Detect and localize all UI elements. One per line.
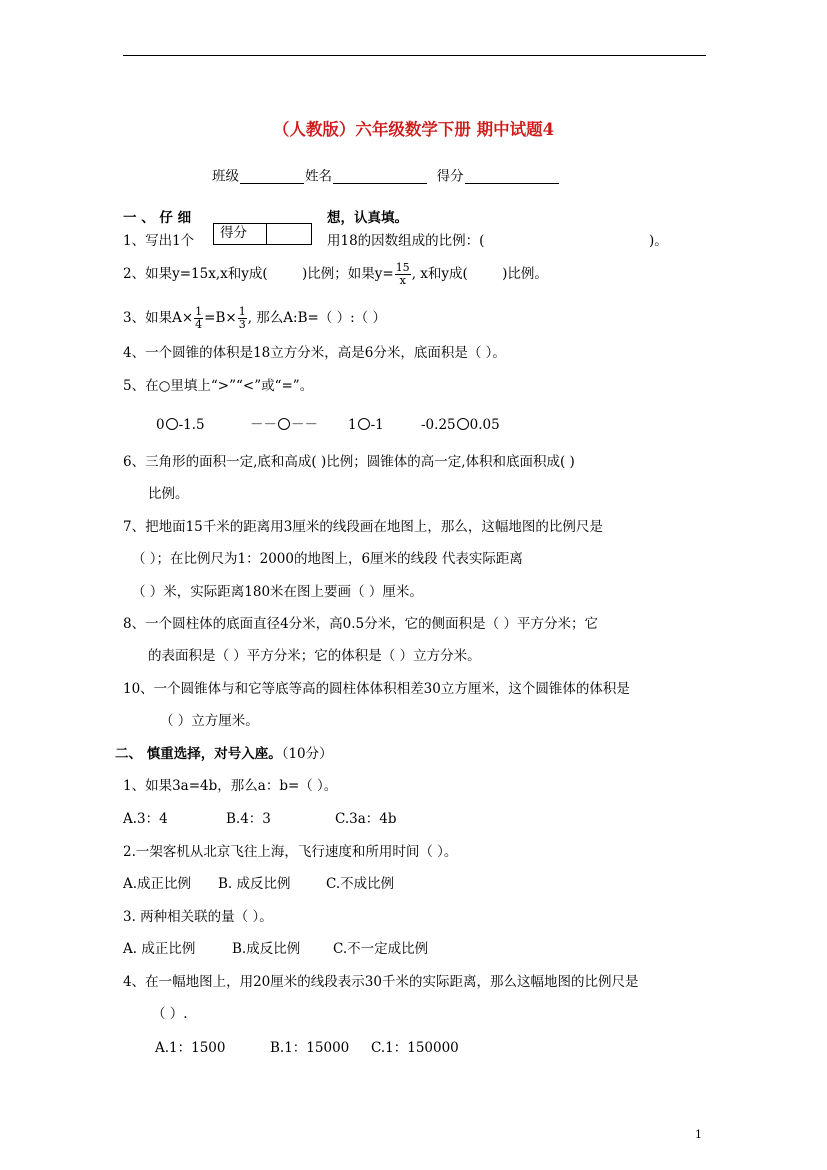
page-number: 1 xyxy=(695,1128,702,1141)
section2-heading-b: （10分） xyxy=(281,746,333,762)
q1-1-c: )。 xyxy=(649,233,668,249)
q1-5-item2 xyxy=(250,418,318,433)
q1-3-frac2-den: 3 xyxy=(238,318,246,331)
score-box-label: 得分 xyxy=(220,225,247,241)
page-title: （人教版）六年级数学下册 期中试题4 xyxy=(272,120,555,139)
section1-heading-a: 一 、 仔 细 xyxy=(123,210,192,226)
q2-4-a: 4、在一幅地图上，用20厘米的线段表示30千米的实际距离，那么这幅地图的比例尺是 xyxy=(123,974,639,990)
q2-4-opt-b: B.1：15000 xyxy=(270,1040,350,1056)
q2-1-opt-b: B.4：3 xyxy=(226,811,271,827)
q1-5-v5: 1 xyxy=(348,417,357,433)
q1-8-a: 8、一个圆柱体的底面直径4分米，高0.5分米，它的侧面积是（ ）平方分米；它 xyxy=(123,616,598,632)
section2-heading-a: 二、 慎重选择，对号入座。 xyxy=(115,746,282,762)
q1-3-frac1-num: 1 xyxy=(195,304,203,318)
q1-2-b: )比例；如果y= xyxy=(301,266,394,282)
q1-6-b: 比例。 xyxy=(148,486,189,502)
q1-7-a: 7、把地面15千米的距离用3厘米的线段画在地图上，那么，这幅地图的比例尺是 xyxy=(123,519,603,535)
q1-1-b: 用18的因数组成的比例：( xyxy=(327,233,485,249)
q1-3-fraction2 xyxy=(238,306,247,331)
q2-1-opt-a: A.3：4 xyxy=(123,811,168,827)
q1-3-a: 3、如果A× xyxy=(123,310,194,326)
name-blank xyxy=(333,169,427,184)
q1-5-item3 xyxy=(348,418,384,433)
q1-3-frac1-den: 4 xyxy=(195,318,203,331)
q1-6-a: 6、三角形的面积一定,底和高成( )比例；圆锥体的高一定,体积和底面积成( ) xyxy=(123,454,575,470)
q1-5-v8: 0.05 xyxy=(469,417,500,433)
q2-2-opt-b: B. 成反比例 xyxy=(218,876,291,892)
q2-4-opt-a: A.1：1500 xyxy=(155,1040,226,1056)
q1-3-fraction1 xyxy=(194,306,203,331)
q1-5-v6: -1 xyxy=(370,417,384,433)
q1-1-a: 1、写出1个 xyxy=(123,233,195,249)
q1-10-b: （ ）立方厘米。 xyxy=(160,713,259,729)
q1-4: 4、一个圆锥的体积是18立方分米，高是6分米，底面积是（ ）。 xyxy=(123,345,506,361)
q1-5-v3: －－ xyxy=(250,417,277,433)
score-box-divider xyxy=(266,224,267,244)
q2-3-opt-c: C.不一定成比例 xyxy=(333,941,429,957)
q1-5-v1: 0 xyxy=(156,417,165,433)
q1-2-frac-num: 15 xyxy=(395,260,410,274)
class-blank xyxy=(240,169,304,184)
q2-3-opt-b: B.成反比例 xyxy=(232,941,301,957)
q2-2-opt-a: A.成正比例 xyxy=(123,876,192,892)
q2-4-opt-c: C.1：150000 xyxy=(371,1040,459,1056)
q1-5-item1 xyxy=(156,418,205,433)
q2-3-opt-a: A. 成正比例 xyxy=(123,941,196,957)
q1-3-frac2-num: 1 xyxy=(238,304,246,318)
compare-circle xyxy=(278,418,290,430)
score-label: 得分 xyxy=(436,168,464,185)
q2-2-opt-c: C.不成比例 xyxy=(326,876,395,892)
score-blank xyxy=(465,169,559,184)
section2-heading xyxy=(115,748,333,762)
q2-1: 1、如果3a=4b，那么a：b=（ ）。 xyxy=(123,778,338,794)
header-rule xyxy=(123,55,706,56)
q1-7-b: （ ）；在比例尺为1：2000的地图上，6厘米的线段 代表实际距离 xyxy=(132,551,523,567)
q2-1-opt-c: C.3a：4b xyxy=(335,811,397,827)
q2-3: 3. 两种相关联的量（ ）。 xyxy=(123,909,273,925)
q2-2: 2.一架客机从北京飞往上海，飞行速度和所用时间（ ）。 xyxy=(123,844,458,860)
q1-3 xyxy=(123,300,386,336)
q2-4-b: （ ）. xyxy=(152,1006,188,1022)
q1-2 xyxy=(123,256,548,292)
q1-5-v2: -1.5 xyxy=(178,417,205,433)
q1-5-item4 xyxy=(421,418,500,433)
section1-heading-b: 想，认真填。 xyxy=(327,210,408,226)
q1-5-v7: -0.25 xyxy=(421,417,456,433)
q1-3-b: =B× xyxy=(204,310,237,326)
q1-2-fraction xyxy=(395,262,411,287)
name-label: 姓名 xyxy=(305,168,332,185)
q1-2-a: 2、如果y=15x,x和y成( xyxy=(123,266,268,282)
q1-3-c: , 那么A:B=（ ）:（ ） xyxy=(247,310,386,326)
compare-circle xyxy=(358,418,370,430)
q1-10-a: 10、一个圆锥体与和它等底等高的圆柱体体积相差30立方厘米，这个圆锥体的体积是 xyxy=(123,681,630,697)
q1-5: 5、在○里填上“>”“<”或“=”。 xyxy=(123,378,314,394)
q1-8-b: 的表面积是（ ）平方分米；它的体积是（ ）立方分米。 xyxy=(148,648,481,664)
class-label: 班级 xyxy=(212,168,239,185)
q1-2-d: )比例。 xyxy=(502,266,548,282)
q1-7-c: （ ）米，实际距离180米在图上要画（ ）厘米。 xyxy=(132,584,423,600)
q1-2-c: , x和y成( xyxy=(411,266,468,282)
q1-5-v4: －－ xyxy=(291,417,318,433)
compare-circle xyxy=(166,418,178,430)
q1-2-frac-den: x xyxy=(399,274,406,287)
score-box xyxy=(213,223,312,245)
compare-circle xyxy=(457,418,469,430)
info-line xyxy=(212,169,560,184)
